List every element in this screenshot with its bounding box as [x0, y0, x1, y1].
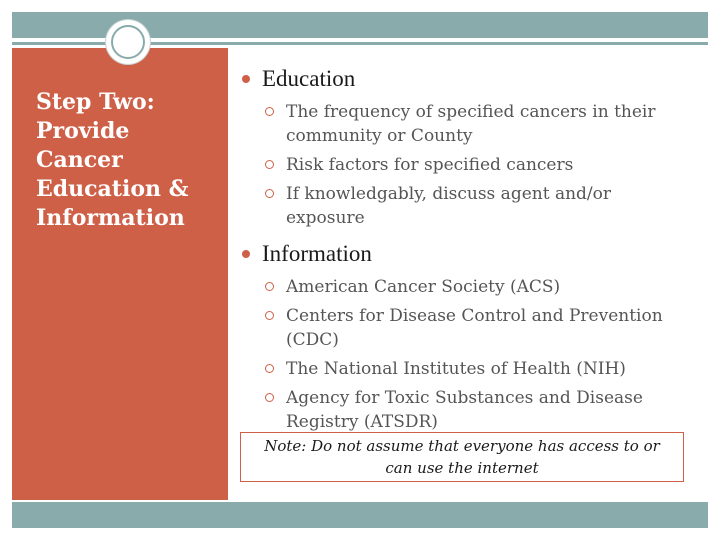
title-line: Information	[36, 205, 185, 231]
list-item: Risk factors for specified cancers	[240, 153, 690, 177]
bottom-banner	[12, 502, 708, 528]
bullet-ring-icon	[265, 189, 274, 198]
bullet-dot-icon	[242, 250, 250, 258]
bullet-ring-icon	[265, 107, 274, 116]
note-line: can use the internet	[385, 459, 539, 477]
bullet-ring-icon	[265, 393, 274, 402]
circle-ornament-icon	[106, 20, 150, 64]
slide-title	[36, 88, 216, 233]
title-line: Step Two:	[36, 89, 155, 115]
note-box	[240, 432, 684, 482]
title-panel	[12, 48, 228, 500]
title-line: Education &	[36, 176, 189, 202]
list-item: American Cancer Society (ACS)	[240, 275, 690, 299]
bullet-ring-icon	[265, 311, 274, 320]
list-item: Centers for Disease Control and Prevention (CDC)	[240, 304, 690, 352]
bullet-content	[240, 64, 690, 439]
list-item: Agency for Toxic Substances and Disease Registry (ATSDR)	[240, 386, 690, 434]
title-line: Provide	[36, 118, 130, 144]
bullet-ring-icon	[265, 364, 274, 373]
note-line: Note: Do not assume that everyone has access to or	[264, 437, 660, 455]
title-line: Cancer	[36, 147, 123, 173]
list-item: The frequency of specified cancers in their community or County	[240, 100, 690, 148]
bullet-ring-icon	[265, 282, 274, 291]
bullet-ring-icon	[265, 160, 274, 169]
section-heading-information: Information	[240, 239, 690, 269]
bullet-dot-icon	[242, 75, 250, 83]
section-heading-education: Education	[240, 64, 690, 94]
list-item: The National Institutes of Health (NIH)	[240, 357, 690, 381]
list-item: If knowledgably, discuss agent and/or exposure	[240, 182, 690, 230]
